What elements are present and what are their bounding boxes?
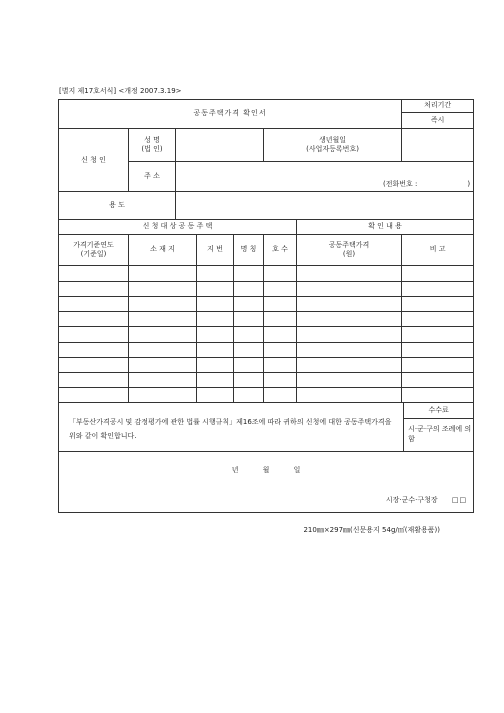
issuer-line (59, 496, 473, 505)
issuer-title: 시장·군수·구청장 (385, 495, 438, 504)
fee-label: 수수료 (404, 403, 474, 418)
issue-date-line: 년 월 일 (231, 466, 301, 475)
confirmation-form (58, 99, 474, 513)
name-field[interactable] (176, 129, 264, 161)
confirm-section-header: 확 인 내 용 (297, 219, 474, 234)
seal-placeholder: □□ (451, 495, 468, 504)
table-row (59, 342, 474, 357)
table-row (59, 327, 474, 342)
fee-value: 시·군·구의 조례에 의함 (404, 418, 474, 451)
purpose-field[interactable] (176, 192, 474, 219)
col-building-name: 명 칭 (234, 234, 264, 265)
col-remarks: 비 고 (402, 234, 474, 265)
table-row (59, 281, 474, 296)
document-title: 공동주택가격 확인서 (59, 100, 402, 129)
address-field[interactable] (176, 161, 474, 191)
table-row (59, 357, 474, 372)
table-row (59, 296, 474, 311)
birth-label: 생년월일 (사업자등록번호) (264, 129, 402, 161)
revision-note: <개정 2007.3.19> (118, 87, 182, 95)
address-label: 주 소 (129, 161, 176, 191)
col-unit-number: 호 수 (264, 234, 297, 265)
col-location: 소 재 지 (129, 234, 197, 265)
col-lot-number: 지 번 (197, 234, 234, 265)
target-section-header: 신 청 대 상 공 동 주 택 (59, 219, 297, 234)
table-row (59, 388, 474, 403)
phone-close: ) (467, 179, 471, 188)
col-base-date: 가격기준연도 (기준일) (59, 234, 129, 265)
birth-field[interactable] (402, 129, 474, 161)
table-row (59, 372, 474, 387)
paper-spec-footer: 210㎜×297㎜(신문용지 54g/㎡(재활용품)) (303, 526, 440, 534)
data-rows (59, 266, 474, 403)
col-price: 공동주택가격 (원) (297, 234, 402, 265)
purpose-label: 용 도 (59, 192, 176, 219)
processing-period-label: 처리기간 (402, 100, 474, 113)
phone-label: (전화번호 : (383, 179, 418, 188)
confirmation-statement: 「부동산가격공시 및 감정평가에 관한 법률 시행규칙」제16조에 따라 귀하의 신청에 대한 공동주택가격을 위와 같이 확인합니다. (59, 403, 404, 452)
processing-period-value: 즉시 (402, 113, 474, 129)
form-header (59, 86, 182, 96)
form-label: [별지 제17호서식] (59, 87, 117, 95)
table-row (59, 266, 474, 281)
name-label: 성 명 (법 인) (129, 129, 176, 161)
table-row (59, 312, 474, 327)
signature-block (59, 452, 474, 513)
applicant-label: 신 청 인 (59, 129, 129, 192)
